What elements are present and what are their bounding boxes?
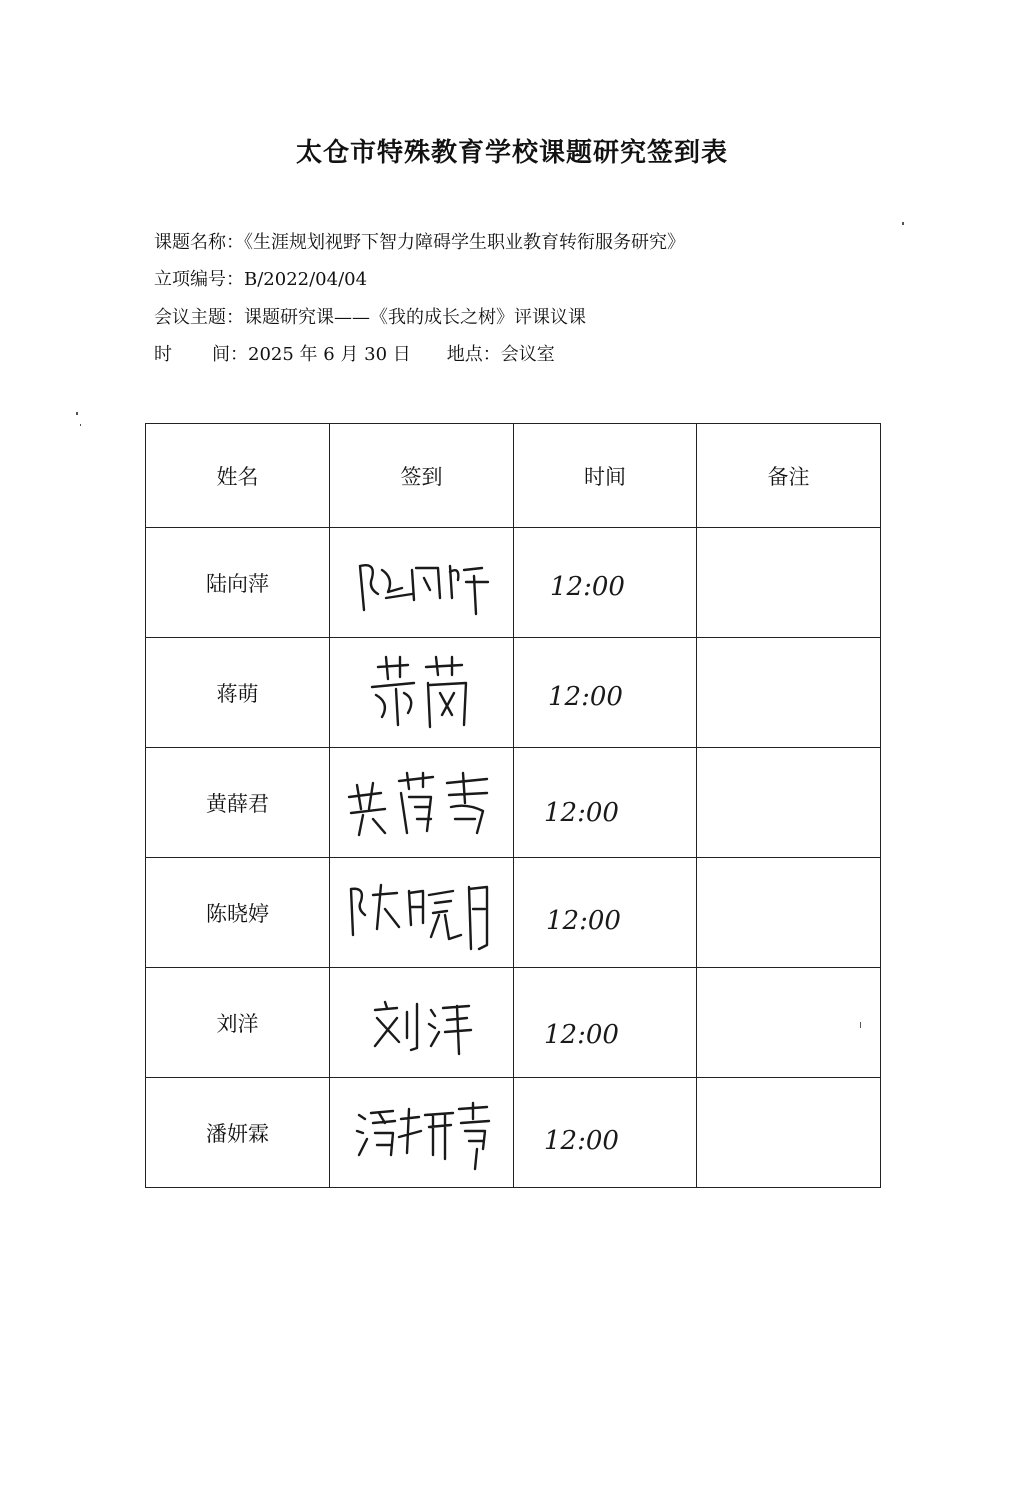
note-cell [697, 1078, 881, 1188]
scan-speck [76, 412, 78, 415]
header-signature: 签到 [330, 424, 514, 528]
name-cell: 刘洋 [146, 968, 330, 1078]
header-time: 时间 [514, 424, 697, 528]
header-note: 备注 [697, 424, 881, 528]
project-label: 立项编号： [154, 269, 244, 290]
place-label: 地点： [446, 344, 501, 365]
time-place-line [154, 340, 555, 366]
time-value: 12:00 [544, 797, 619, 828]
signature-cell [330, 968, 514, 1078]
time-cell [514, 1078, 697, 1188]
header-name: 姓名 [146, 424, 330, 528]
table-row [146, 528, 881, 638]
note-cell [697, 528, 881, 638]
handwritten-time [540, 553, 670, 613]
signature-cell [330, 748, 514, 858]
handwritten-time [540, 993, 670, 1053]
project-value: B/2022/04/04 [244, 269, 368, 290]
time-label-1: 时 [154, 344, 172, 365]
note-cell [697, 638, 881, 748]
handwritten-signature [337, 1093, 507, 1173]
theme-value: 课题研究课——《我的成长之树》评课议课 [244, 307, 586, 328]
signature-cell [330, 858, 514, 968]
time-cell [514, 968, 697, 1078]
table-row [146, 638, 881, 748]
name-cell: 潘妍霖 [146, 1078, 330, 1188]
handwritten-signature [347, 988, 497, 1058]
handwritten-signature [337, 763, 507, 843]
table-row [146, 968, 881, 1078]
handwritten-time [540, 883, 670, 943]
time-cell [514, 858, 697, 968]
scan-speck [902, 222, 904, 225]
time-cell [514, 528, 697, 638]
handwritten-time [540, 773, 670, 833]
scan-speck [80, 424, 81, 426]
time-label-2: 间： [212, 344, 248, 365]
place-value: 会议室 [500, 344, 555, 365]
signature-cell [330, 1078, 514, 1188]
name-cell: 蒋萌 [146, 638, 330, 748]
time-value: 12:00 [544, 1125, 619, 1156]
time-value: 12:00 [548, 681, 623, 712]
table-row [146, 858, 881, 968]
note-cell [697, 748, 881, 858]
name-cell: 黄薛君 [146, 748, 330, 858]
note-cell [697, 968, 881, 1078]
page-title: 太仓市特殊教育学校课题研究签到表 [295, 138, 728, 168]
note-cell [697, 858, 881, 968]
signature-cell [330, 528, 514, 638]
theme-line [154, 303, 586, 329]
table-header-row [146, 424, 881, 528]
handwritten-signature [342, 548, 502, 618]
topic-line [154, 228, 685, 254]
time-cell [514, 638, 697, 748]
theme-label: 会议主题： [154, 307, 244, 328]
time-cell [514, 748, 697, 858]
project-line [154, 265, 367, 291]
handwritten-signature [342, 653, 502, 733]
time-value: 12:00 [546, 905, 621, 936]
scan-speck [860, 1022, 861, 1028]
topic-label: 课题名称： [154, 232, 244, 253]
signature-cell [330, 638, 514, 748]
table-row [146, 1078, 881, 1188]
table-row [146, 748, 881, 858]
handwritten-time [540, 1103, 670, 1163]
time-value: 2025 年 6 月 30 日 [248, 344, 411, 365]
handwritten-signature [337, 873, 507, 953]
time-value: 12:00 [550, 571, 625, 602]
name-cell: 陈晓婷 [146, 858, 330, 968]
handwritten-time [540, 663, 670, 723]
attendance-table [145, 423, 881, 1188]
time-value: 12:00 [544, 1019, 619, 1050]
name-cell: 陆向萍 [146, 528, 330, 638]
topic-value: 《生涯规划视野下智力障碍学生职业教育转衔服务研究》 [244, 232, 685, 253]
